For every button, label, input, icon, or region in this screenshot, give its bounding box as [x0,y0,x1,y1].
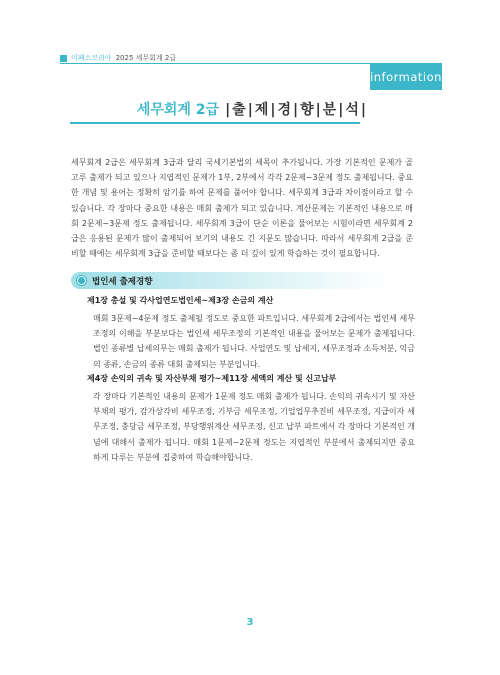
bullet-dot-icon [77,276,86,285]
subsection-body: 매회 3문제~4문제 정도 출제될 정도로 중요한 파트입니다. 세무회계 2급에서는 법인세 세무조정의 이해을 부분보다는 법인세 세무조정의 기본적인 내용을 물어보는 문제가 출제됩니다. 법인 종류별 납세의무는 매회 출제가 됩니다. 사업연도 및 납세지, 세무조정과 소득처분, 익금의 종류, 손금의 종류 대회 출제되는 부분입니다. [93,314,415,369]
running-head [60,53,176,63]
publisher-name: 이패스코리아 [71,54,112,62]
section-header [71,272,389,289]
square-bullet-icon [60,55,67,62]
subsection-heading: 제1장 총설 및 각사업연도법인세~제3장 손금의 계산 [87,296,274,305]
page-title-main: 세무회계 2급 [136,102,220,118]
page-title [137,99,368,119]
subsection-heading: 제4장 손익의 귀속 및 자산부채 평가~제11장 세액의 계산 및 신고납부 [87,374,337,383]
information-tab: information [370,63,442,90]
intro-paragraph: 세무회계 2급은 세무회계 3급과 달리 국세기본법의 세목이 추가됩니다. 가장 기본적인 문제가 골고루 출제가 되고 있으나 지엽적인 문제가 1부, 2부에서 각각 2문제~3문제 정도 출제됩니다. 중요한 개념 및 용어는 정확히 암기를 하여 문제를 풀어야 합니다. 세무회계 3급과 차이점이라고 할 수 있습니다. 각 장마다 중요한 내용은 매회 출제가 되고 있습니다. 계산문제는 기본적인 내용으로 매회 2문제~3문제 정도 출제됩니다. 세무회계 3급이 단순 이론을 물어보는 시험이라면 세무회계 2급은 응용된 문제가 많이 출제되어 보기의 내용도 긴 지문도 많습니다. 따라서 세무회계 2급을 준비할 때에는 세무회계 3급을 준비할 때보다는 좀 더 깊이 있게 학습하는 것이 필요합니다. [71,158,413,259]
page-number: 3 [246,617,254,628]
section-label: 법인세 출제경향 [92,276,153,287]
book-title: 2025 세무회계 2급 [115,54,177,62]
title-rule [70,122,360,124]
subsection-body: 각 장마다 기본적인 내용의 문제가 1문제 정도 매회 출제가 됩니다. 손익의 귀속시기 및 자산부채의 평가, 감가상각비 세무조정, 기부금 세무조정, 기업업무추진비 세무조정, 지급이자 세무조정, 충당금 세무조정, 부당행위계산 세무조정, 신고 납부 파트에서 각 장마다 기본적인 개념에 대해서 출제가 됩니다. 매회 1문제~2문제 정도는 지엽적인 부분에서 출제되지만 중요하게 다루는 부분에 집중하여 학습해야합니다. [93,392,415,462]
page-title-sub: |출|제|경|향|분|석| [225,102,368,118]
